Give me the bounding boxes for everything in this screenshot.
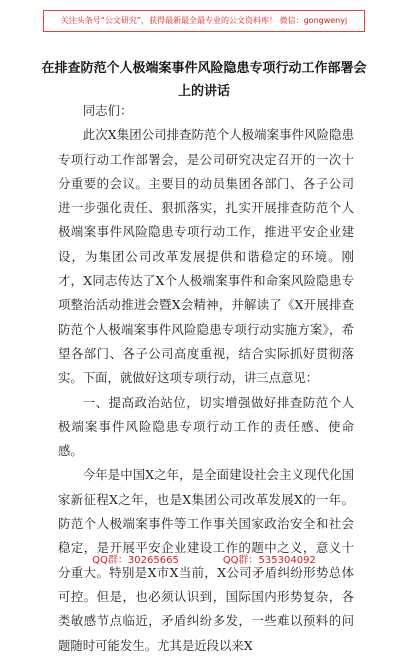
paragraph-1: 此次X集团公司排查防范个人极端案事件风险隐患专项行动工作部署会，是公司研究决定召开的一次十分重要的会议。主要目的动员集团各部门、各子公司进一步强化责任、狠抓落实，扎实开展排查防范个人极端案事件风险隐患专项行动工作，推进平安企业建设，为集团公司改革发展提供和谐稳定的环境。刚才，X同志传达了X个人极端案事件和命案风险隐患专项整治活动推进会暨X会精神，并解读了《X开展排查防范个人极端案事件风险隐患专项行动实施方案》，希望各部门、各子公司高度重视，结合实际抓好贯彻落实。下面，就做好这项专项行动，讲三点意见：: [58, 127, 354, 386]
document-body: [58, 99, 354, 658]
promo-banner: 关注头条号“公文研究”，获得最新最全最专业的公文资料库！ 微信：gongwenyj: [43, 10, 365, 32]
section-heading-1: 一、提高政治站位，切实增强做好排查防范个人极端案事件风险隐患专项行动工作的责任感、使命感。: [58, 394, 354, 459]
paragraph-2: 今年是中国X之年，是全面建设社会主义现代化国家新征程X之年，也是X集团公司改革发展X的一年。防范个人极端案事件等工作事关国家政治安全和社会稳定，是开展平安企业建设工作的题中之义，意义十分重大。特别是X市X当前，X公司矛盾纠纷形势总体可控。但是，也必须认识到，国际国内形势复杂，各类敏感节点临近，矛盾纠纷多发，一些难以预料的问题随时可能发生。尤其是近段以来X: [58, 467, 354, 653]
salutation: 同志们：: [82, 103, 133, 118]
document-title-line-2: 上的讲话: [177, 84, 230, 99]
qq-group-2: QQ群：535304092: [222, 555, 316, 566]
footer-qq-groups: [0, 551, 408, 566]
qq-group-1: QQ群：30265665: [92, 555, 179, 566]
document-title-line-1: 在排查防范个人极端案事件风险隐患专项行动工作部署会: [41, 61, 367, 76]
